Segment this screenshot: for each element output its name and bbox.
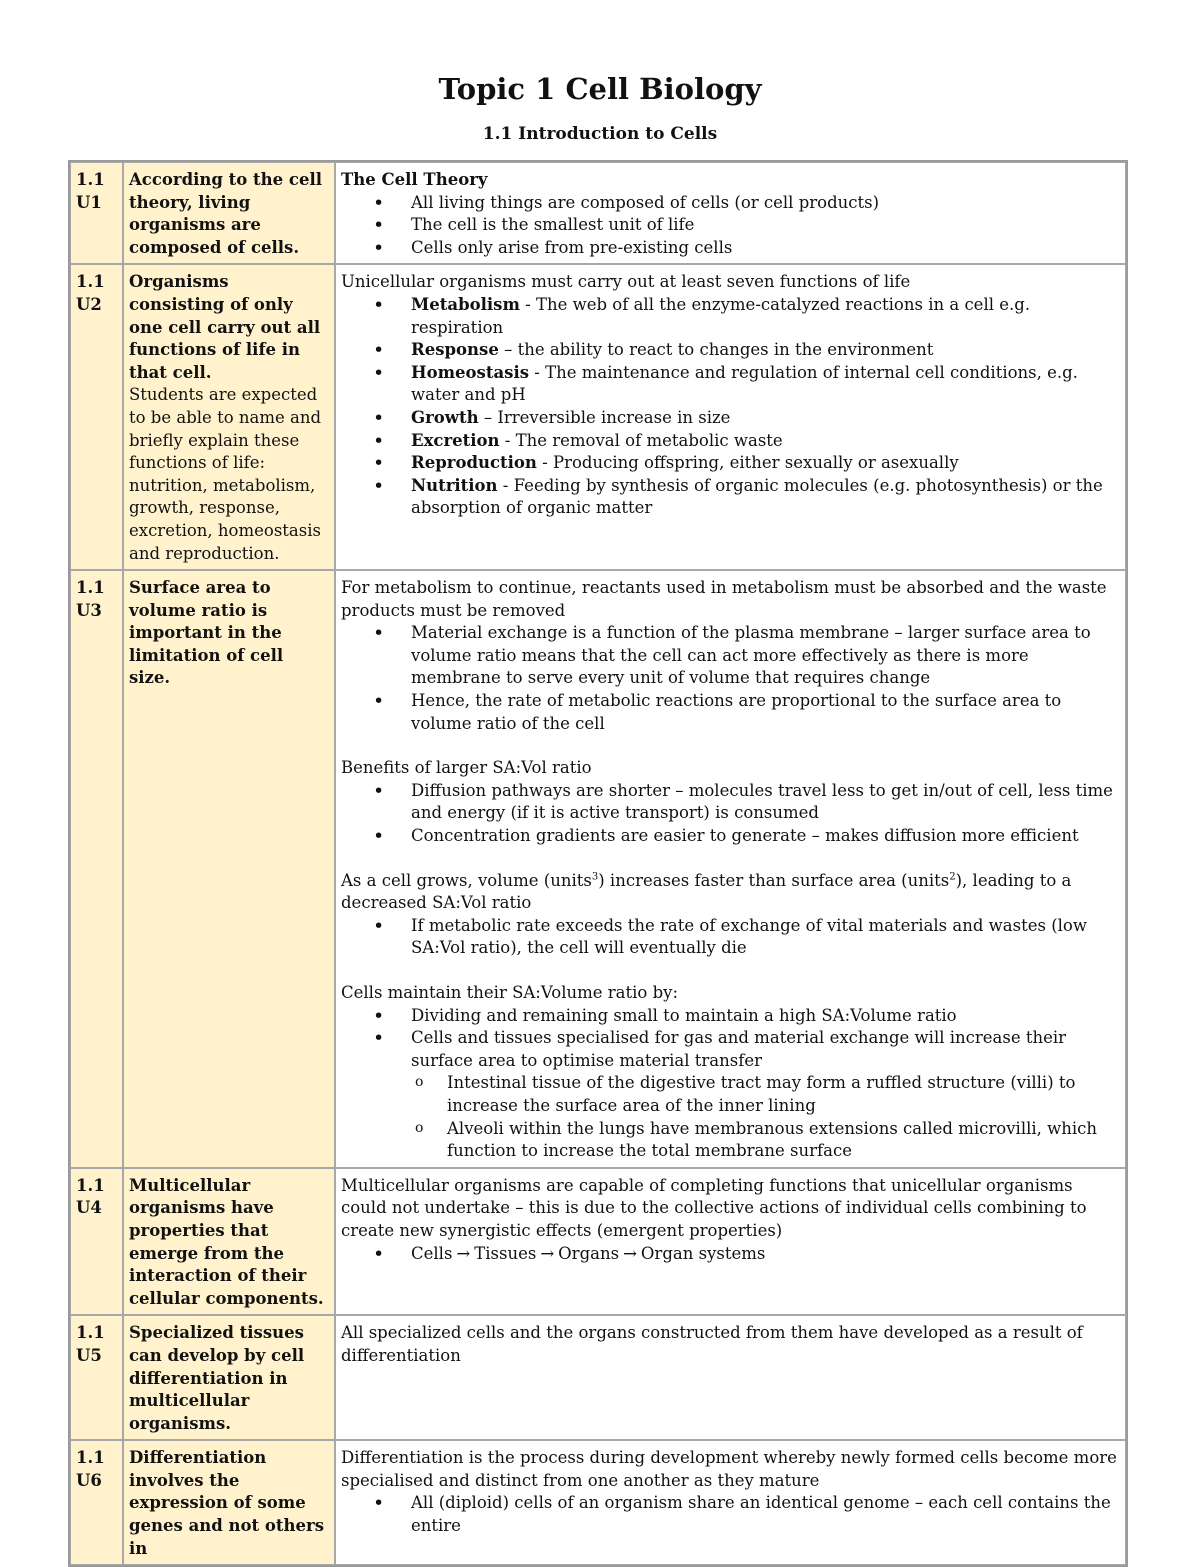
list-item: • Cells → Tissues → Organs → Organ systems: [411, 1243, 1120, 1266]
function-term: Homeostasis: [411, 362, 530, 382]
function-desc: - The removal of metabolic waste: [499, 430, 783, 450]
arrow-icon: →: [456, 1243, 471, 1263]
superscript: 2: [949, 871, 956, 883]
function-desc: - Producing offspring, either sexually or asexually: [536, 453, 959, 473]
statement-text: Organisms consisting of only one cell carry out all functions of life in that cell.: [129, 272, 321, 382]
superscript: 3: [591, 871, 599, 883]
notes-paragraph: Differentiation is the process during development whereby newly formed cells become more specialised and distinct from one another as they mature: [341, 1448, 1117, 1490]
list-item: • Hence, the rate of metabolic reactions are proportional to the surface area to volume ratio of the cell: [411, 690, 1120, 735]
bullet-list: [341, 915, 1120, 960]
bullet-list: [341, 780, 1120, 848]
notes-paragraph: Multicellular organisms are capable of completing functions that unicellular organisms could not undertake – this is due to the collective actions of individual cells combining to create new synergistic effects (emergent properties): [341, 1175, 1087, 1240]
notes-paragraph: Benefits of larger SA:Vol ratio: [341, 758, 592, 778]
list-item: [411, 430, 1120, 453]
bullet-list: [341, 1492, 1120, 1537]
sub-list: [411, 1072, 1120, 1162]
code-id: U3: [76, 600, 102, 620]
function-desc: – the ability to react to changes in the environment: [498, 340, 934, 360]
list-item: • All living things are composed of cells (or cell products): [411, 192, 1120, 215]
list-item: • Diffusion pathways are shorter – molecules travel less to get in/out of cell, less time and energy (if it is active transport) is consumed: [411, 780, 1120, 825]
page-title: Topic 1 Cell Biology: [438, 72, 762, 106]
table-row: [70, 1440, 1126, 1565]
bullet-list: [341, 1005, 1120, 1163]
understandings-table: [68, 160, 1128, 1567]
section-subtitle: 1.1 Introduction to Cells: [482, 124, 718, 144]
code-topic: 1.1: [76, 1175, 105, 1195]
outcome-statement: [123, 264, 335, 570]
code-topic: 1.1: [76, 1448, 105, 1468]
statement-text: Multicellular organisms have properties that emerge from the interaction of their cellular components.: [129, 1175, 324, 1308]
code-topic: 1.1: [76, 170, 105, 189]
outcome-code: [70, 264, 123, 570]
notes-paragraph: Cells maintain their SA:Volume ratio by:: [341, 983, 679, 1002]
outcome-notes: [335, 1315, 1126, 1440]
bullet-list: [341, 622, 1120, 735]
bullet-list: [341, 1243, 1120, 1266]
function-term: Nutrition: [411, 475, 498, 495]
list-item: • Material exchange is a function of the plasma membrane – larger surface area to volume ratio means that the cell can act more effectively as there is more membrane to serve every unit of volume that requires change: [411, 622, 1120, 690]
code-id: U2: [76, 294, 102, 314]
statement-text: Specialized tissues can develop by cell differentiation in multicellular organisms.: [129, 1323, 305, 1433]
code-topic: 1.1: [76, 578, 105, 598]
statement-text: According to the cell theory, living organisms are composed of cells.: [129, 170, 322, 257]
list-item: • All (diploid) cells of an organism share an identical genome – each cell contains the entire: [411, 1492, 1120, 1537]
outcome-notes: [335, 570, 1126, 1168]
statement-text: Surface area to volume ratio is important in the limitation of cell size.: [129, 578, 284, 688]
functions-list: [341, 294, 1120, 520]
list-item: • Cells only arise from pre-existing cells: [411, 237, 1120, 260]
outcome-code: [70, 1315, 123, 1440]
code-id: U4: [76, 1198, 102, 1218]
function-term: Excretion: [411, 430, 500, 450]
list-item: [411, 362, 1120, 407]
bullet-list: [341, 192, 1120, 260]
table-row: [70, 162, 1126, 264]
function-term: Growth: [411, 407, 479, 427]
list-item: • If metabolic rate exceeds the rate of exchange of vital materials and wastes (low SA:Vol ratio), the cell will eventually die: [411, 915, 1120, 960]
table-row: [70, 264, 1126, 570]
function-term: Metabolism: [411, 294, 520, 314]
list-item: • Concentration gradients are easier to generate – makes diffusion more efficient: [411, 825, 1120, 848]
list-item: • The cell is the smallest unit of life: [411, 214, 1120, 237]
outcome-notes: [335, 1168, 1126, 1316]
outcome-statement: [123, 1440, 335, 1565]
outcome-statement: [123, 570, 335, 1168]
list-item: [411, 294, 1120, 339]
notes-paragraph: For metabolism to continue, reactants used in metabolism must be absorbed and the waste products must be removed: [341, 578, 1107, 620]
outcome-code: [70, 1168, 123, 1316]
outcome-notes: [335, 162, 1126, 264]
arrow-icon: →: [623, 1243, 637, 1263]
arrow-icon: →: [540, 1243, 555, 1263]
sub-list-item: o Intestinal tissue of the digestive tract may form a ruffled structure (villi) to increase the surface area of the inner lining: [447, 1072, 1120, 1117]
code-id: U6: [76, 1470, 102, 1490]
code-id: U5: [76, 1345, 102, 1365]
table-row: [70, 1315, 1126, 1440]
code-topic: 1.1: [76, 272, 105, 292]
notes-heading: The Cell Theory: [341, 170, 488, 189]
list-item: [411, 339, 1120, 362]
list-item: • Dividing and remaining small to maintain a high SA:Volume ratio: [411, 1005, 1120, 1028]
list-item: [411, 475, 1120, 520]
sub-list-item: o Alveoli within the lungs have membranous extensions called microvilli, which function to increase the total membrane surface: [447, 1118, 1120, 1163]
function-desc: - The web of all the enzyme-catalyzed reactions in a cell e.g. respiration: [411, 294, 1031, 337]
notes-paragraph: Unicellular organisms must carry out at least seven functions of life: [341, 272, 911, 292]
outcome-statement: [123, 162, 335, 264]
code-topic: 1.1: [76, 1323, 105, 1343]
function-term: Response: [411, 340, 499, 360]
notes-paragraph: All specialized cells and the organs constructed from them have developed as a result of differentiation: [341, 1323, 1083, 1365]
outcome-statement: [123, 1315, 335, 1440]
code-id: U1: [76, 192, 102, 212]
statement-note: Students are expected to be able to name and briefly explain these functions of life: nutrition, metabolism, growth, response, excretion, homeostasis and reproduction.: [129, 385, 322, 563]
table-row: [70, 570, 1126, 1168]
statement-text: Differentiation involves the expression of some genes and not others in: [129, 1448, 325, 1558]
outcome-notes: [335, 264, 1126, 570]
outcome-statement: [123, 1168, 335, 1316]
table-row: [70, 1168, 1126, 1316]
function-desc: – Irreversible increase in size: [478, 407, 731, 427]
outcome-code: [70, 570, 123, 1168]
list-item: [411, 452, 1120, 475]
function-desc: - Feeding by synthesis of organic molecules (e.g. photosynthesis) or the absorption of organic matter: [411, 475, 1103, 518]
function-term: Reproduction: [411, 453, 537, 473]
outcome-code: [70, 162, 123, 264]
list-item: • Cells and tissues specialised for gas and material exchange will increase their surface area to optimise material transfer o Intestinal tissue of the digestive tract may form a ruffled structure (villi) to increase the surface area of the inner lining o Alveoli within the lungs have membranous extensions called microvilli, which function to increase the total membrane surface: [411, 1027, 1120, 1163]
list-item: [411, 407, 1120, 430]
function-desc: - The maintenance and regulation of internal cell conditions, e.g. water and pH: [411, 362, 1078, 405]
outcome-code: [70, 1440, 123, 1565]
notes-paragraph: As a cell grows, volume (units$^3$) increases faster than surface area (units$^2$), leading to a decreased SA:Vol ratio: [341, 870, 1072, 913]
outcome-notes: [335, 1440, 1126, 1565]
